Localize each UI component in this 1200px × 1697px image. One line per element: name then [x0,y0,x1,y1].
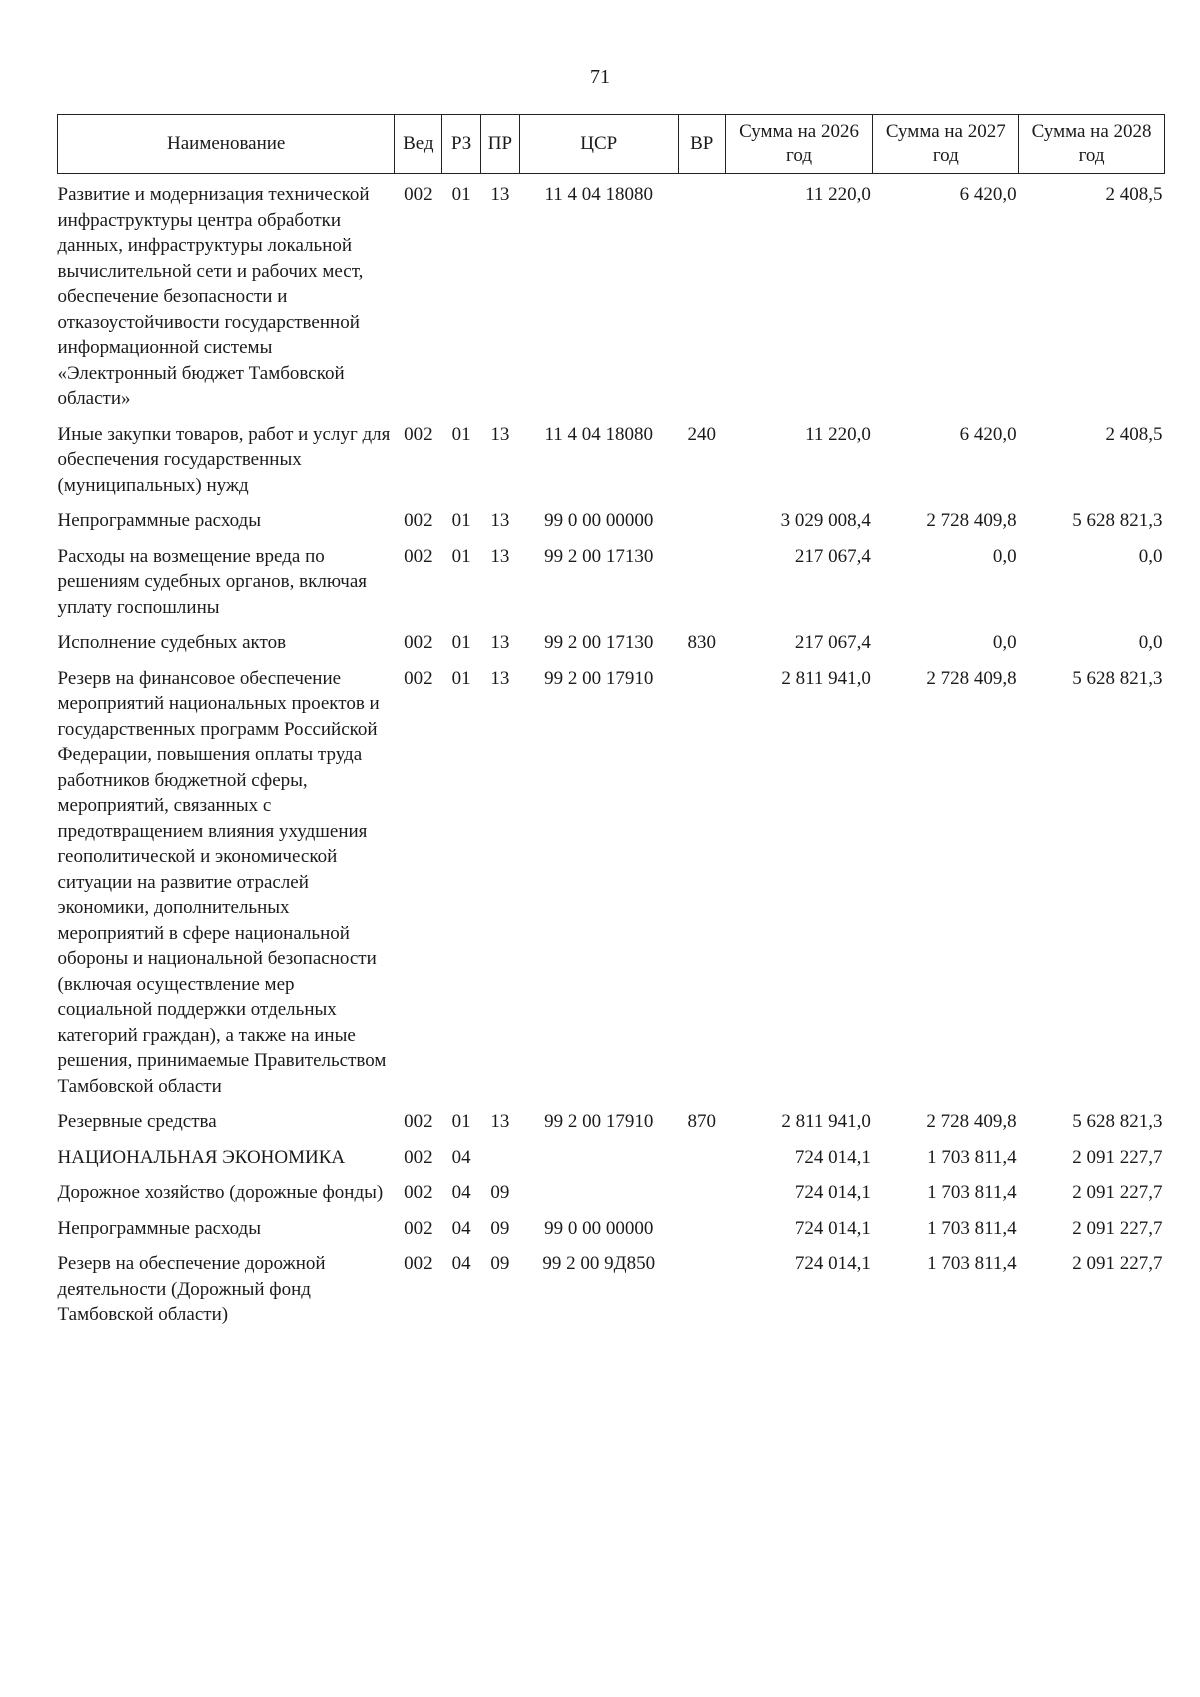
row-sum-2027: 1 703 811,4 [927,1253,1017,1274]
row-pr: 13 [490,510,510,531]
table-row [58,1174,1165,1210]
row-vr: 870 [687,1111,716,1132]
row-sum-2026: 11 220,0 [805,184,871,205]
row-rz: 01 [451,632,471,653]
row-csr: 99 2 00 17910 [544,1111,654,1132]
table-row [58,538,1165,625]
row-ved: 002 [404,510,433,531]
row-csr [519,1139,678,1175]
row-sum-2026: 724 014,1 [794,1253,871,1274]
row-sum-2027: 2 728 409,8 [926,667,1017,689]
row-name: Расходы на возмещение вреда по решениям судебных органов, включая уплату госпошлины [57,545,368,618]
table-row [58,660,1165,1104]
row-csr: 99 2 00 17130 [544,545,654,567]
budget-table [57,114,1165,1332]
row-pr: 09 [490,1182,510,1203]
row-sum-2027: 6 420,0 [959,423,1017,445]
row-pr: 13 [490,667,510,689]
header-rz: РЗ [442,115,481,174]
row-pr: 13 [490,1111,510,1132]
header-sum-2028: Сумма на 2028 год [1019,115,1165,174]
row-name: Исполнение судебных актов [57,632,287,653]
row-name: Резерв на обеспечение дорожной деятельности (Дорожный фонд Тамбовской области) [57,1253,326,1325]
table-row [58,174,1165,416]
row-ved: 002 [404,1182,433,1203]
row-vr [678,538,725,625]
row-csr: 11 4 04 18080 [544,423,654,445]
table-header [58,115,1165,174]
row-vr [678,1174,725,1210]
header-vr: ВР [678,115,725,174]
row-sum-2026: 217 067,4 [794,632,871,653]
row-sum-2027: 6 420,0 [959,184,1017,205]
row-sum-2026: 11 220,0 [805,423,871,445]
row-vr [678,1210,725,1246]
table-row [58,1139,1165,1175]
row-csr: 99 2 00 17130 [544,632,654,653]
row-name: Резервные средства [57,1111,217,1132]
row-ved: 002 [404,1146,433,1168]
row-sum-2027: 2 728 409,8 [926,1111,1017,1132]
page-number: 71 [590,66,610,88]
row-name: НАЦИОНАЛЬНАЯ ЭКОНОМИКА [57,1146,346,1168]
row-rz: 01 [451,667,471,689]
row-pr: 13 [490,545,510,567]
row-ved: 002 [404,632,433,653]
row-sum-2028: 5 628 821,3 [1072,1111,1163,1132]
row-pr: 13 [490,632,510,653]
row-name: Резерв на финансовое обеспечение мероприятий национальных проектов и государственных программ Российской Федерации, повышения оплаты труда работников бюджетной сферы, мероприятий, связанных с предотвращением влияния ухудшения геополитической и экономической ситуации на развитие отраслей экономики, дополнительных мероприятий в сфере национальной обороны и национальной безопасности (включая осуществление мер социальной поддержки отдельных категорий граждан), а также на иные решения, принимаемые Правительством Тамбовской области [57,667,387,1097]
row-sum-2028: 0,0 [1138,545,1163,567]
header-name: Наименование [58,115,395,174]
header-sum-2026: Сумма на 2026 год [725,115,873,174]
row-sum-2027: 0,0 [992,545,1017,567]
row-sum-2027: 1 703 811,4 [927,1182,1017,1203]
row-ved: 002 [404,423,433,445]
table-row [58,1103,1165,1139]
row-sum-2027: 0,0 [992,632,1017,653]
row-rz: 04 [451,1182,471,1203]
header-csr: ЦСР [519,115,678,174]
row-ved: 002 [404,545,433,567]
row-ved: 002 [404,184,433,205]
table-row [58,1245,1165,1332]
row-vr [678,174,725,416]
row-sum-2028: 2 091 227,7 [1072,1182,1163,1203]
row-sum-2027: 1 703 811,4 [927,1217,1017,1239]
row-sum-2026: 217 067,4 [794,545,871,567]
row-rz: 01 [451,423,471,445]
row-sum-2026: 724 014,1 [794,1146,871,1168]
row-vr: 240 [687,423,716,445]
row-name: Непрограммные расходы [57,1217,261,1239]
row-rz: 01 [451,1111,471,1132]
row-pr: 09 [490,1217,510,1239]
row-sum-2026: 724 014,1 [794,1217,871,1239]
header-sum-2027: Сумма на 2027 год [873,115,1019,174]
row-pr: 09 [490,1253,510,1274]
header-ved: Вед [395,115,442,174]
row-pr [481,1139,520,1175]
row-sum-2028: 2 091 227,7 [1072,1253,1163,1274]
row-sum-2028: 5 628 821,3 [1072,667,1163,689]
table-row [58,416,1165,503]
table-row [58,1210,1165,1246]
row-csr: 99 2 00 17910 [544,667,654,689]
row-pr: 13 [490,184,510,205]
row-vr [678,502,725,538]
table-row [58,624,1165,660]
row-name: Развитие и модернизация технической инфраструктуры центра обработки данных, инфраструктуры локальной вычислительной сети и рабочих мест, обеспечение безопасности и отказоустойчивости государственной информационной системы «Электронный бюджет Тамбовской области» [57,184,370,409]
row-csr: 11 4 04 18080 [544,184,654,205]
row-name: Иные закупки товаров, работ и услуг для обеспечения государственных (муниципальных) нужд [57,423,391,496]
table-row [58,502,1165,538]
row-rz: 04 [451,1253,471,1274]
row-rz: 04 [451,1146,471,1168]
row-sum-2027: 1 703 811,4 [927,1146,1017,1168]
row-name: Дорожное хозяйство (дорожные фонды) [57,1182,384,1203]
row-sum-2026: 3 029 008,4 [780,510,871,531]
header-pr: ПР [481,115,520,174]
row-sum-2028: 2 408,5 [1105,184,1163,205]
row-sum-2028: 2 091 227,7 [1072,1217,1163,1239]
row-rz: 04 [451,1217,471,1239]
row-vr [678,1139,725,1175]
row-sum-2026: 724 014,1 [794,1182,871,1203]
row-name: Непрограммные расходы [57,510,261,531]
row-vr [678,1245,725,1332]
row-rz: 01 [451,545,471,567]
row-ved: 002 [404,1217,433,1239]
row-rz: 01 [451,510,471,531]
row-rz: 01 [451,184,471,205]
row-csr: 99 0 00 00000 [544,510,654,531]
row-vr [678,660,725,1104]
row-csr: 99 2 00 9Д850 [542,1253,656,1274]
row-sum-2026: 2 811 941,0 [781,1111,871,1132]
row-sum-2028: 5 628 821,3 [1072,510,1163,531]
row-ved: 002 [404,1111,433,1132]
row-pr: 13 [490,423,510,445]
row-csr: 99 0 00 00000 [544,1217,654,1239]
row-sum-2028: 0,0 [1138,632,1163,653]
row-vr: 830 [687,632,716,653]
row-ved: 002 [404,667,433,689]
table-body [58,174,1165,1332]
row-sum-2028: 2 091 227,7 [1072,1146,1163,1168]
row-ved: 002 [404,1253,433,1274]
row-sum-2026: 2 811 941,0 [781,667,871,689]
row-sum-2028: 2 408,5 [1105,423,1163,445]
row-csr [519,1174,678,1210]
row-sum-2027: 2 728 409,8 [926,510,1017,531]
